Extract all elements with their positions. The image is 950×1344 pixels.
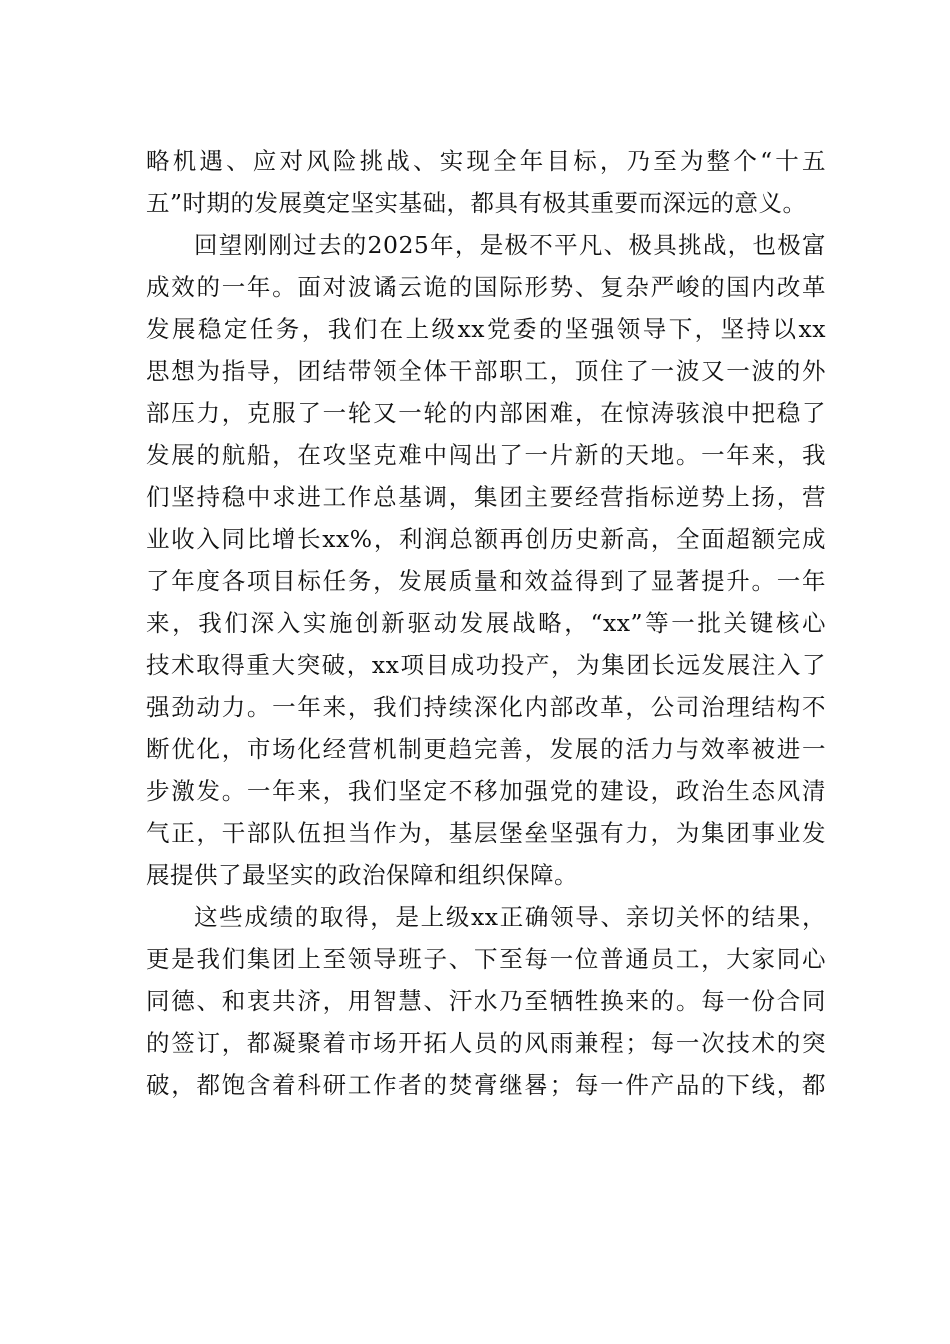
text-line: 了年度各项目标任务，发展质量和效益得到了显著提升。一年 <box>146 567 826 595</box>
text-line: 的签订，都凝聚着市场开拓人员的风雨兼程；每一次技术的突 <box>146 1029 826 1057</box>
paragraph-3 <box>146 896 826 1106</box>
text-line: 气正，干部队伍担当作为，基层堡垒坚强有力，为集团事业发 <box>146 819 826 847</box>
text-line: 发展稳定任务，我们在上级xx党委的坚强领导下，坚持以xx <box>146 315 826 343</box>
document-body <box>146 140 826 1106</box>
text-line: 来，我们深入实施创新驱动发展战略，“xx”等一批关键核心 <box>146 609 826 637</box>
text-line: 技术取得重大突破，xx项目成功投产，为集团长远发展注入了 <box>146 651 826 679</box>
paragraph-1 <box>146 140 826 224</box>
text-line: 成效的一年。面对波谲云诡的国际形势、复杂严峻的国内改革 <box>146 273 826 301</box>
text-line: 略机遇、应对风险挑战、实现全年目标，乃至为整个“十五 <box>146 147 826 175</box>
text-line: 断优化，市场化经营机制更趋完善，发展的活力与效率被进一 <box>146 735 826 763</box>
text-line: 回望刚刚过去的2025年，是极不平凡、极具挑战，也极富 <box>194 231 826 259</box>
text-line: 这些成绩的取得，是上级xx正确领导、亲切关怀的结果， <box>194 903 826 931</box>
text-line: 展提供了最坚实的政治保障和组织保障。 <box>146 861 578 889</box>
text-line: 更是我们集团上至领导班子、下至每一位普通员工，大家同心 <box>146 945 826 973</box>
text-line: 步激发。一年来，我们坚定不移加强党的建设，政治生态风清 <box>146 777 826 805</box>
text-line: 部压力，克服了一轮又一轮的内部困难，在惊涛骇浪中把稳了 <box>146 399 826 427</box>
text-line: 同德、和衷共济，用智慧、汗水乃至牺牲换来的。每一份合同 <box>146 987 826 1015</box>
text-line: 们坚持稳中求进工作总基调，集团主要经营指标逆势上扬，营 <box>146 483 826 511</box>
text-line: 五”时期的发展奠定坚实基础，都具有极其重要而深远的意义。 <box>146 189 807 217</box>
text-line: 强劲动力。一年来，我们持续深化内部改革，公司治理结构不 <box>146 693 826 721</box>
text-line: 思想为指导，团结带领全体干部职工，顶住了一波又一波的外 <box>146 357 826 385</box>
text-line: 业收入同比增长xx%，利润总额再创历史新高，全面超额完成 <box>146 525 826 553</box>
paragraph-2 <box>146 224 826 896</box>
text-line: 发展的航船，在攻坚克难中闯出了一片新的天地。一年来，我 <box>146 441 826 469</box>
text-line: 破，都饱含着科研工作者的焚膏继晷；每一件产品的下线，都 <box>146 1071 826 1099</box>
